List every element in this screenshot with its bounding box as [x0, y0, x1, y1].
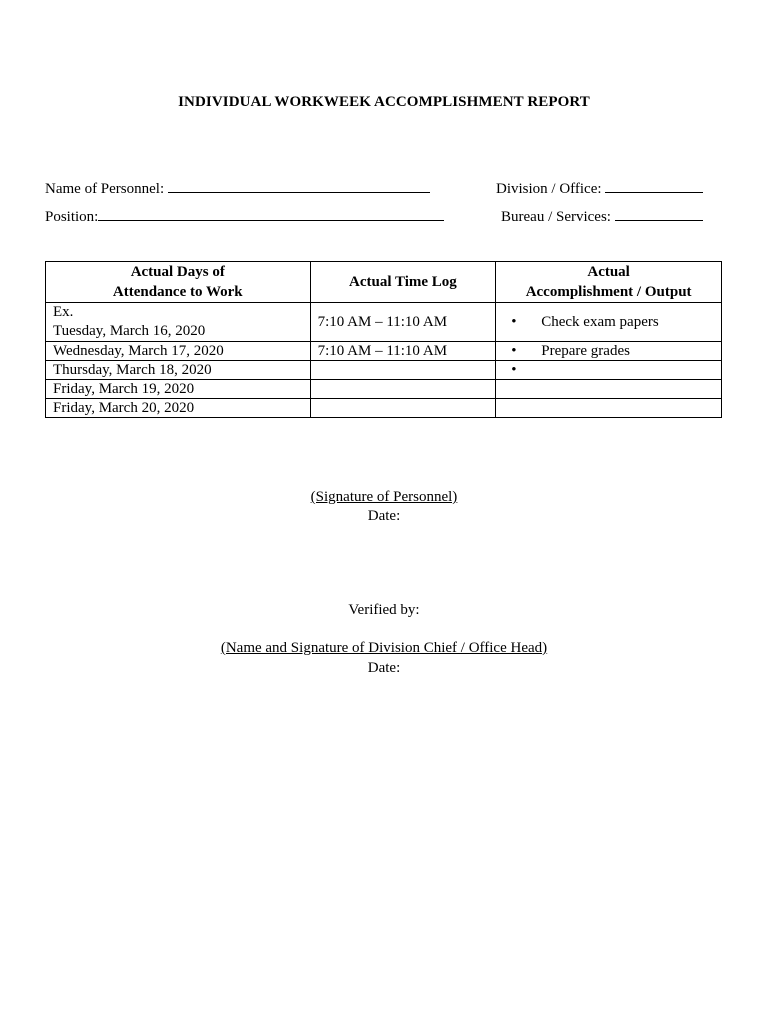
- accomplishment-table: [45, 261, 722, 418]
- example-prefix: Ex.: [53, 304, 74, 320]
- bureau-services-field: [501, 206, 703, 226]
- position-field: [45, 206, 444, 226]
- output-text: Check exam papers: [541, 314, 659, 330]
- time-cell[interactable]: [310, 399, 496, 418]
- header-accomplishment-line1: Actual: [587, 264, 630, 280]
- header-actual-days-line2: Attendance to Work: [112, 284, 243, 300]
- time-cell[interactable]: [310, 361, 496, 380]
- output-cell[interactable]: [496, 303, 722, 342]
- table-row: [46, 303, 722, 342]
- signature-of-personnel: [0, 489, 768, 506]
- table-header-row: [46, 262, 722, 303]
- division-office-blank[interactable]: [605, 178, 703, 193]
- division-office-label: Division / Office:: [496, 181, 602, 197]
- output-text: Prepare grades: [541, 343, 630, 359]
- day-cell[interactable]: Thursday, March 18, 2020: [46, 361, 311, 380]
- personnel-date-label: Date:: [367, 508, 401, 524]
- time-cell[interactable]: 7:10 AM – 11:10 AM: [310, 303, 496, 342]
- header-actual-days: [46, 262, 311, 303]
- header-accomplishment: [496, 262, 722, 303]
- output-cell[interactable]: [496, 380, 722, 399]
- header-time-log: Actual Time Log: [310, 262, 496, 303]
- day-cell[interactable]: Friday, March 19, 2020: [46, 380, 311, 399]
- table-row: [46, 361, 722, 380]
- division-office-field: [496, 178, 703, 198]
- output-cell[interactable]: [496, 361, 722, 380]
- header-accomplishment-line2: Accomplishment / Output: [525, 284, 692, 300]
- report-title: INDIVIDUAL WORKWEEK ACCOMPLISHMENT REPORT: [178, 94, 590, 110]
- bullet-icon: •: [511, 314, 517, 330]
- name-of-personnel-blank[interactable]: [168, 178, 430, 193]
- time-cell[interactable]: 7:10 AM – 11:10 AM: [310, 342, 496, 361]
- day-cell[interactable]: [46, 303, 311, 342]
- output-cell[interactable]: [496, 399, 722, 418]
- time-cell[interactable]: [310, 380, 496, 399]
- name-of-personnel-label: Name of Personnel:: [45, 181, 165, 197]
- day-text: Tuesday, March 16, 2020: [53, 323, 206, 339]
- table-row: [46, 342, 722, 361]
- bureau-services-label: Bureau / Services:: [501, 209, 611, 225]
- output-cell[interactable]: [496, 342, 722, 361]
- bullet-icon: •: [511, 362, 517, 378]
- bureau-services-blank[interactable]: [615, 206, 703, 221]
- table-row: [46, 399, 722, 418]
- position-label: Position:: [45, 209, 99, 225]
- table-row: [46, 380, 722, 399]
- name-of-personnel-field: [45, 178, 430, 198]
- day-cell[interactable]: Wednesday, March 17, 2020: [46, 342, 311, 361]
- verified-by-label: Verified by:: [348, 602, 420, 618]
- position-blank[interactable]: [98, 206, 444, 221]
- division-chief-signature-label: (Name and Signature of Division Chief / Office Head): [220, 640, 548, 656]
- day-cell[interactable]: Friday, March 20, 2020: [46, 399, 311, 418]
- header-actual-days-line1: Actual Days of: [130, 264, 225, 280]
- signature-of-personnel-label: (Signature of Personnel): [310, 489, 458, 505]
- chief-date-label: Date:: [367, 660, 401, 676]
- bullet-icon: •: [511, 343, 517, 359]
- division-chief-signature: [0, 640, 768, 657]
